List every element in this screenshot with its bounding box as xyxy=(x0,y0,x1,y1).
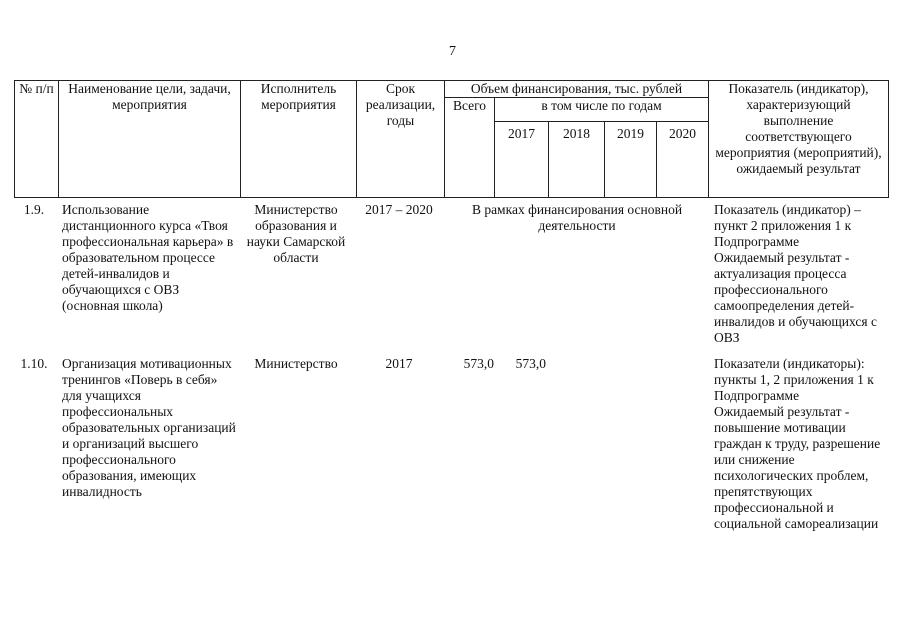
header-financing: Объем финансирования, тыс. рублей xyxy=(445,81,709,98)
row-result: Ожидаемый результат - актуализация процесса профессионального самоопределения детей-инвалидов и обучающихся с ОВЗ xyxy=(714,250,877,345)
header-term: Срок реализации, годы xyxy=(357,81,445,198)
row-result: Ожидаемый результат - повышение мотивации граждан к труду, разрешение или снижение психологических проблем, препятствующих профессиональной и социальной самореализации xyxy=(714,404,881,531)
row-term: 2017 – 2020 xyxy=(365,202,433,217)
header-name: Наименование цели, задачи, мероприятия xyxy=(59,81,241,198)
row-financing-note: В рамках финансирования основной деятельности xyxy=(471,202,683,233)
row-total: 573,0 xyxy=(463,356,494,371)
row-year-2017: 573,0 xyxy=(515,356,546,371)
row-indicator: Показатели (индикаторы): пункты 1, 2 приложения 1 к Подпрограмме xyxy=(714,356,874,403)
header-by-years: в том числе по годам xyxy=(495,98,709,122)
page-number: 7 xyxy=(449,44,456,59)
row-name: Организация мотивационных тренингов «Поверь в себя» для учащихся профессиональных образовательных организаций и организаций высшего профессионального образования, имеющих инвалидность xyxy=(62,356,236,499)
row-num: 1.10. xyxy=(20,356,48,371)
row-num: 1.9. xyxy=(23,202,45,217)
table-header xyxy=(14,80,889,198)
header-indicator: Показатель (индикатор), характеризующий выполнение соответствующего мероприятия (мероприятий), ожидаемый результат xyxy=(709,81,889,198)
header-year-2019: 2019 xyxy=(605,122,657,198)
header-year-2020: 2020 xyxy=(657,122,709,198)
row-executor: Министерство xyxy=(254,356,338,371)
row-term: 2017 xyxy=(385,356,413,371)
row-executor: Министерство образования и науки Самарской области xyxy=(246,202,346,265)
header-total: Всего xyxy=(445,98,495,198)
header-year-2018: 2018 xyxy=(549,122,605,198)
header-executor: Исполнитель мероприятия xyxy=(241,81,357,198)
row-name: Использование дистанционного курса «Твоя профессиональная карьера» в образовательном процессе детей-инвалидов и обучающихся с ОВЗ (основная школа) xyxy=(62,202,234,313)
row-indicator: Показатель (индикатор) – пункт 2 приложения 1 к Подпрограмме xyxy=(714,202,861,249)
header-num: № п/п xyxy=(15,81,59,198)
header-year-2017: 2017 xyxy=(495,122,549,198)
